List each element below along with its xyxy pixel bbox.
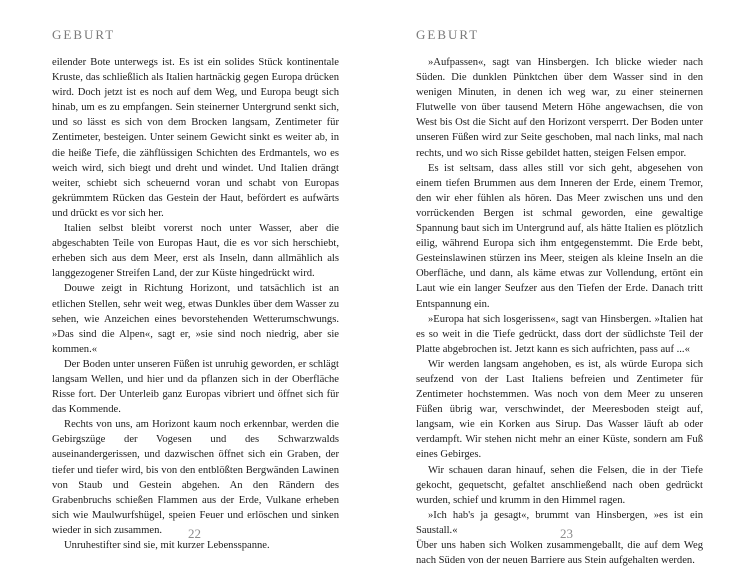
paragraph: Unruhestifter sind sie, mit kurzer Lebensspanne. [64, 540, 270, 551]
running-head: GEBURT [52, 27, 116, 42]
paragraph: Italien selbst bleibt vorerst noch unter Wasser, aber die abgeschabten Teile von Europas Haut, die es vor sich herschiebt, erheben sich aus dem Meer, erst als Inseln, dann allmählich als langgezogener Streifen Land, der zur Küste hingedrückt wird. [52, 223, 339, 280]
running-head: GEBURT [416, 27, 480, 42]
body-text [416, 55, 703, 568]
page-number: 22 [188, 526, 201, 541]
paragraph: Douwe zeigt in Richtung Horizont, und tatsächlich ist an etlichen Stellen, sehr weit weg, etwas Dunkles über dem Wasser zu sehen, wie Anzeichen eines bevorstehenden Wetterumschwungs. »Das sind die Alpen«, sagt er, »sie sind noch niedrig, aber sie kommen.« [52, 283, 339, 355]
paragraph: »Ich hab's ja gesagt«, brummt van Hinsbergen, »es ist ein Saustall.« [416, 509, 703, 536]
paragraph: Über uns haben sich Wolken zusammengeballt, die auf dem Weg nach Süden von der neuen Barriere aus Stein aufgehalten werden. [416, 540, 703, 567]
paragraph: Es ist seltsam, dass alles still vor sich geht, abgesehen von einem tiefen Brummen aus dem Inneren der Erde, einem Tremor, den wir eher fühlen als hören. Das Meer zwischen uns und den vorrückenden Bergen ist schmal geworden, eine gewaltige Spannung baut sich im Untergrund auf, als hätte Italien es plötzlich eilig, während Europa sich ihm entgegenstemmt. Die Erde bebt, Gesteinslawinen stürzen ins Meer, steigen als kleine Inseln an die Oberfläche, und dann, als käme etwas zur Vollendung, ertönt ein Laut wie ein langer Seufzer aus den Tiefen der Erde. Danach tritt Entspannung ein. [416, 162, 703, 310]
paragraph: »Aufpassen«, sagt van Hinsbergen. Ich blicke wieder nach Süden. Die dunklen Pünktchen über dem Wasser sind in den wenigen Minuten, in denen ich weg war, zu einer steinernen Flutwelle von über tausend Metern Höhe angewachsen, die von West bis Ost die Sicht auf den Horizont versperrt. Der Boden unter unseren Füßen wird zur Seite geschoben, mal nach links, mal nach rechts, und wo sich Risse gebildet hatten, steigen Felsen empor. [416, 57, 703, 159]
paragraph: Wir werden langsam angehoben, es ist, als würde Europa sich seufzend von der Last Italiens befreien und Zentimeter für Zentimeter hochstemmen. Was noch von dem Meer zu unseren Füßen übrig war, verschwindet, der Meeresboden steigt auf, langsam, wie ein Korken aus Sirup. Das Wasser läuft ab oder verdampft. Wir stehen nicht mehr an einer Küste, sondern am Fuß eines Gebirges. [416, 358, 703, 461]
paragraph: eilender Bote unterwegs ist. Es ist ein solides Stück kontinentale Kruste, das schließlich als Italien hartnäckig gegen Europa drücken wird. Doch jetzt ist es noch auf dem Weg, und Europa beugt sich hinab, um es zu empfangen. Sein steinerner Untergrund senkt sich, und so lässt es sich von dem Brocken langsam, Zentimeter für Zentimeter, besteigen. Unter seinem Gewicht sinkt es weiter ab, in die heiße Tiefe, die zähflüssigen Schichten des Erdmantels, wo es weich wird, sich biegt und dreht und windet. Und Italien drängt weiter, schiebt sich scheuernd voran und schabt von Europas gekrümmtem Rücken das Gestein der Haut, befördert es aufwärts und drückt es vor sich her. [52, 57, 339, 219]
paragraph: Der Boden unter unseren Füßen ist unruhig geworden, er schlägt langsam Wellen, und hier und da pflanzen sich in der Oberfläche Risse fort. Der Unterleib ganz Europas vibriert und öffnet sich für das Kommende. [52, 358, 339, 416]
paragraph: Wir schauen daran hinauf, sehen die Felsen, die in der Tiefe gekocht, gequetscht, gefaltet anschließend nach oben gedrückt wurden, schief und krumm in den Himmel ragen. [416, 464, 703, 506]
page-number: 23 [560, 526, 573, 541]
body-text [52, 55, 339, 553]
paragraph: »Europa hat sich losgerissen«, sagt van Hinsbergen. »Italien hat es so weit in die Tiefe gedrückt, dass dort der südlichste Teil der Platte abgebrochen ist. Jetzt kann es sich aufrichten, pass auf ...« [416, 313, 703, 355]
right-page [375, 0, 750, 579]
paragraph: Rechts von uns, am Horizont kaum noch erkennbar, werden die Gebirgszüge der Vogesen und des Schwarzwalds auseinandergerissen, und dazwischen öffnet sich ein Graben, der tiefer und tiefer wird, bis von den entblößten Bergwänden Lawinen von Staub und Gestein abgehen. An den Rändern des Grabenbruchs schießen Flammen aus der Erde, Vulkane erheben sich wie Maulwurfshügel, speien Feuer und erlöschen und sinken wieder in sich zusammen. [52, 419, 339, 536]
